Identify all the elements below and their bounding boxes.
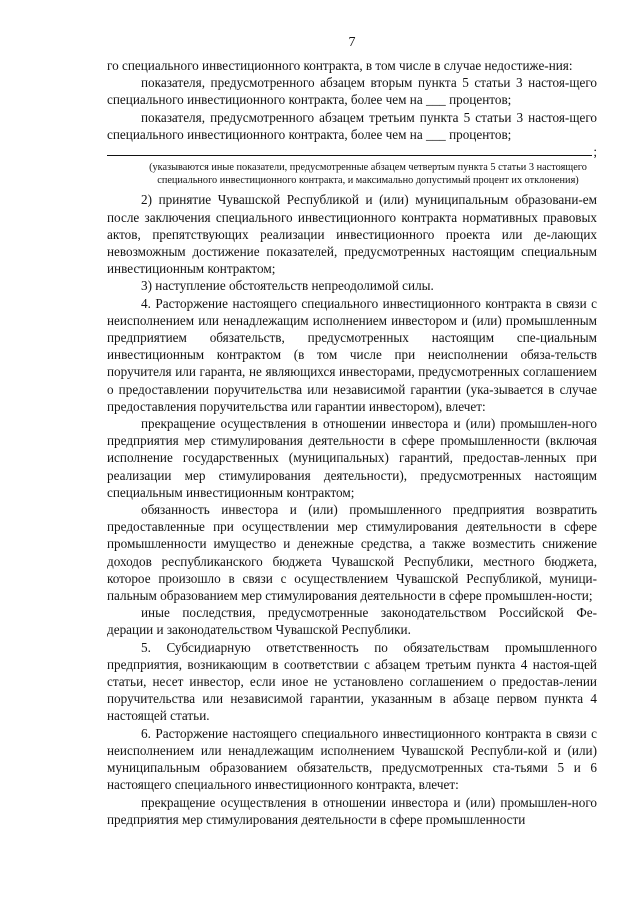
paragraph: прекращение осуществления в отношении инвестора и (или) промышлен-ного предприятия мер стимулирования деятельности в сфере промышленности (включая исполнение государственных (муниципальных) гарантий, предостав-ленных при реализации мер стимулирования деятельности), предусмотренных настоящим специальным инвестиционным контрактом;: [107, 416, 597, 500]
paragraph: показателя, предусмотренного абзацем вторым пункта 5 статьи 3 настоя-щего специального инвестиционного контракта, более чем на ___ процентов;: [107, 75, 597, 108]
blank-line-suffix: ;: [593, 144, 597, 159]
paragraph: иные последствия, предусмотренные законодательством Российской Фе-дерации и законодательством Чувашской Республики.: [107, 605, 597, 638]
paragraph: показателя, предусмотренного абзацем третьим пункта 5 статьи 3 настоя-щего специального инвестиционного контракта, более чем на ___ процентов;: [107, 109, 597, 142]
paragraph: прекращение осуществления в отношении инвестора и (или) промышлен-ного предприятия мер стимулирования деятельности в сфере промышленности: [107, 794, 597, 827]
paragraph-group-before: [107, 57, 597, 143]
blank-underline: [107, 155, 592, 156]
paragraph-group-after: [107, 191, 597, 828]
paragraph: 4. Расторжение настоящего специального инвестиционного контракта в связи с неисполнением или ненадлежащим исполнением инвестором и (или) промышленным предприятием обязательств, предусмотренных настоящим спе-циальным инвестиционным контрактом (в том числе при неисполнении обяза-тельств поручителя или гаранта, не являющихся инвесторами, предусмотренных соглашением о предоставлении поручительства или независимой гарантии (ука-зывается в случае предоставления поручительства или гарантии инвестором), влечет:: [107, 295, 597, 414]
footnote-caption: (указываются иные показатели, предусмотренные абзацем четвертым пункта 5 статьи 3 настоящего специального инвестиционного контракта, и максимально допустимый процент их отклонения): [149, 162, 587, 186]
document-body: [107, 57, 597, 828]
paragraph: 5. Субсидиарную ответственность по обязательствам промышленного предприятия, возникающим в соответствии с абзацем третьим пункта 4 настоя-щей статьи, несет инвестор, если иное не установлено соглашением о предостав-лении поручительства или независимой гарантии, указанным в абзаце первом пункта 4 настоящей статьи.: [107, 639, 597, 724]
paragraph: 2) принятие Чувашской Республикой и (или) муниципальным образовани-ем после заключения специального инвестиционного контракта нормативных правовых актов, препятствующих реализации инвестиционного проекта или де-лающих невозможным достижение показателей, предусмотренных настоящим специальным инвестиционным контрактом;: [107, 192, 597, 277]
page-number: 7: [348, 35, 356, 50]
paragraph: 3) наступление обстоятельств непреодолимой силы.: [141, 278, 434, 294]
paragraph: го специального инвестиционного контракта, в том числе в случае недостиже-ния:: [107, 58, 573, 73]
fill-in-blank-line: [107, 143, 597, 160]
paragraph: 6. Расторжение настоящего специального инвестиционного контракта в связи с неисполнением или ненадлежащим исполнением Чувашской Республи-кой и (или) муниципальным образованием обязательств, предусмотренных ста-тьями 5 и 6 настоящего специального инвестиционного контракта, влечет:: [107, 725, 597, 793]
paragraph: обязанность инвестора и (или) промышленного предприятия возвратить предоставленные при осуществлении мер стимулирования деятельности в сфере промышленности имущество и денежные средства, а также возместить снижение доходов республиканского бюджета Чувашской Республики, местного бюджета, которое произошло в связи с осуществлением Чувашской Республикой, муници-пальным образованием мер стимулирования деятельности в сфере промышлен-ности;: [107, 502, 597, 604]
